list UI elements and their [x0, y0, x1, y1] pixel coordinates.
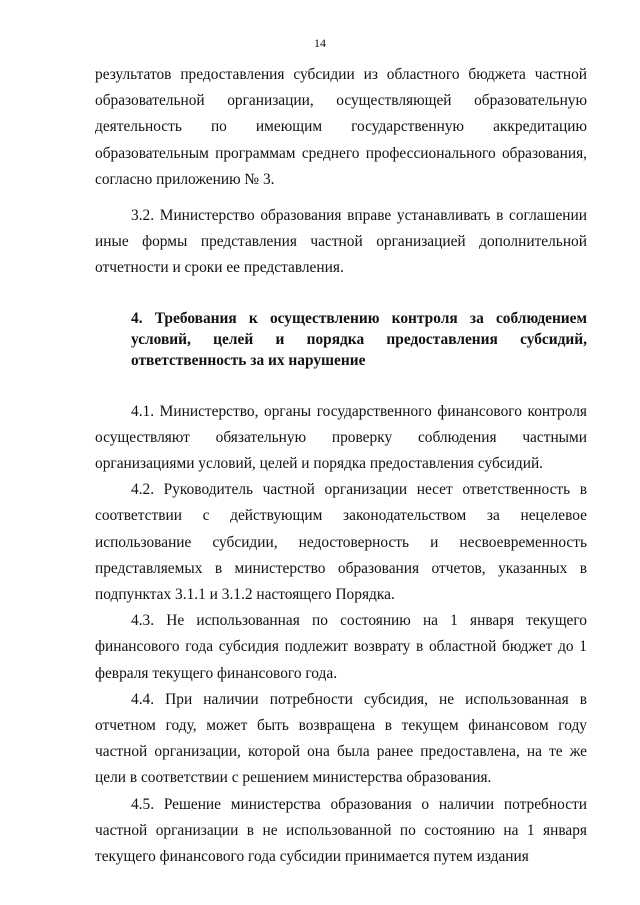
section-4-heading: 4. Требования к осуществлению контроля за соблюдением условий, целей и порядка предоставления субсидий, ответственность за их нарушение — [131, 309, 587, 369]
paragraph-4-5: 4.5. Решение министерства образования о наличии потребности частной организации в не использованной по состоянию на 1 января текущего финансового года субсидии принимается путем издания — [95, 795, 587, 866]
paragraph-4-1: 4.1. Министерство, органы государственного финансового контроля осуществляют обязательную проверку соблюдения частными организациями условий, целей и порядка предоставления субсидий. — [95, 402, 587, 473]
document-body — [95, 62, 587, 870]
page-number: 14 — [314, 36, 326, 50]
paragraph-3-2: 3.2. Министерство образования вправе устанавливать в соглашении иные формы представления частной организацией дополнительной отчетности и сроки ее представления. — [95, 207, 587, 277]
paragraph-4-2: 4.2. Руководитель частной организации несет ответственность в соответствии с действующим законодательством за нецелевое использование субсидии, недостоверность и несвоевременность представляемых в министерство образования отчетов, указанных в подпунктах 3.1.1 и 3.1.2 настоящего Порядка. — [95, 481, 587, 604]
paragraph-4-4: 4.4. При наличии потребности субсидия, не использованная в отчетном году, может быть возвращена в текущем финансовом году частной организации, которой она была ранее предоставлена, на те же цели в соответствии с решением министерства образования. — [95, 690, 587, 787]
paragraph-continuation: результатов предоставления субсидии из областного бюджета частной образовательной организации, осуществляющей образовательную деятельность по имеющим государственную аккредитацию образовательным программам среднего профессионального образования, согласно приложению № 3. — [95, 66, 587, 188]
paragraph-4-3: 4.3. Не использованная по состоянию на 1 января текущего финансового года субсидия подлежит возврату в областной бюджет до 1 февраля текущего финансового года. — [95, 612, 587, 682]
